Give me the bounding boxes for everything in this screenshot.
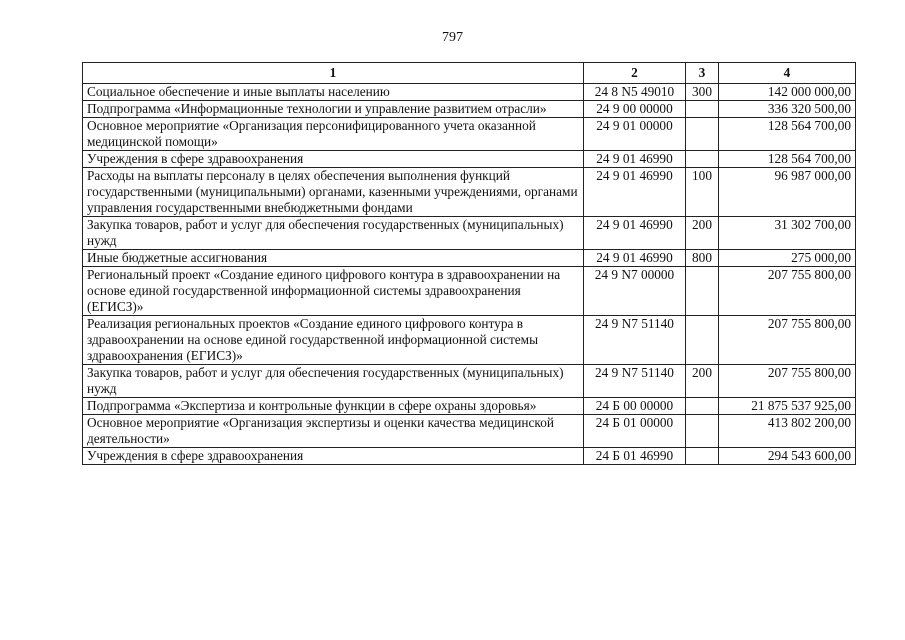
row-name-cell: Закупка товаров, работ и услуг для обеспечения государственных (муниципальных) нужд: [83, 365, 584, 398]
table-row: [83, 365, 856, 398]
row-name-cell: Региональный проект «Создание единого цифрового контура в здравоохранении на основе единой государственной информационной системы здравоохранения (ЕГИСЗ)»: [83, 267, 584, 316]
table-row: [83, 316, 856, 365]
table-row: [83, 448, 856, 465]
row-name-cell: Социальное обеспечение и иные выплаты населению: [83, 84, 584, 101]
table-row: [83, 250, 856, 267]
row-type-cell: [686, 316, 719, 365]
row-type-cell: 200: [686, 217, 719, 250]
row-type-cell: [686, 415, 719, 448]
row-code-cell: 24 9 01 46990: [584, 151, 686, 168]
row-code-cell: 24 Б 00 00000: [584, 398, 686, 415]
table-row: [83, 118, 856, 151]
row-code-cell: 24 Б 01 46990: [584, 448, 686, 465]
row-name-cell: Расходы на выплаты персоналу в целях обеспечения выполнения функций государственными (муниципальными) органами, казенными учреждениями, органами управления государственными внебюджетными фондами: [83, 168, 584, 217]
row-name-cell: Учреждения в сфере здравоохранения: [83, 448, 584, 465]
budget-table: [82, 62, 856, 465]
table-row: [83, 415, 856, 448]
row-amount-cell: 21 875 537 925,00: [719, 398, 856, 415]
row-name-cell: Основное мероприятие «Организация персонифицированного учета оказанной медицинской помощи»: [83, 118, 584, 151]
row-code-cell: 24 9 N7 00000: [584, 267, 686, 316]
table-row: [83, 398, 856, 415]
row-name-cell: Иные бюджетные ассигнования: [83, 250, 584, 267]
table-row: [83, 84, 856, 101]
header-col-3: 3: [686, 63, 719, 84]
row-type-cell: [686, 448, 719, 465]
row-code-cell: 24 9 01 46990: [584, 250, 686, 267]
row-code-cell: 24 9 01 00000: [584, 118, 686, 151]
page-number: 797: [442, 30, 463, 45]
header-col-1: 1: [83, 63, 584, 84]
table-row: [83, 217, 856, 250]
row-amount-cell: 128 564 700,00: [719, 151, 856, 168]
row-type-cell: [686, 151, 719, 168]
row-name-cell: Закупка товаров, работ и услуг для обеспечения государственных (муниципальных) нужд: [83, 217, 584, 250]
row-type-cell: [686, 398, 719, 415]
row-amount-cell: 413 802 200,00: [719, 415, 856, 448]
table-row: [83, 168, 856, 217]
row-amount-cell: 207 755 800,00: [719, 316, 856, 365]
row-type-cell: [686, 118, 719, 151]
row-amount-cell: 336 320 500,00: [719, 101, 856, 118]
row-name-cell: Подпрограмма «Экспертиза и контрольные функции в сфере охраны здоровья»: [83, 398, 584, 415]
table-row: [83, 151, 856, 168]
row-code-cell: 24 8 N5 49010: [584, 84, 686, 101]
row-code-cell: 24 Б 01 00000: [584, 415, 686, 448]
row-amount-cell: 294 543 600,00: [719, 448, 856, 465]
row-code-cell: 24 9 01 46990: [584, 217, 686, 250]
row-amount-cell: 275 000,00: [719, 250, 856, 267]
row-name-cell: Подпрограмма «Информационные технологии и управление развитием отрасли»: [83, 101, 584, 118]
header-col-2: 2: [584, 63, 686, 84]
row-type-cell: 200: [686, 365, 719, 398]
row-amount-cell: 207 755 800,00: [719, 267, 856, 316]
row-type-cell: [686, 267, 719, 316]
row-amount-cell: 96 987 000,00: [719, 168, 856, 217]
row-type-cell: 800: [686, 250, 719, 267]
row-code-cell: 24 9 N7 51140: [584, 316, 686, 365]
row-amount-cell: 142 000 000,00: [719, 84, 856, 101]
row-amount-cell: 31 302 700,00: [719, 217, 856, 250]
table-header-row: [83, 63, 856, 84]
row-code-cell: 24 9 00 00000: [584, 101, 686, 118]
row-code-cell: 24 9 N7 51140: [584, 365, 686, 398]
row-name-cell: Учреждения в сфере здравоохранения: [83, 151, 584, 168]
row-type-cell: 300: [686, 84, 719, 101]
row-type-cell: 100: [686, 168, 719, 217]
row-code-cell: 24 9 01 46990: [584, 168, 686, 217]
header-col-4: 4: [719, 63, 856, 84]
table-row: [83, 101, 856, 118]
table-row: [83, 267, 856, 316]
row-amount-cell: 128 564 700,00: [719, 118, 856, 151]
row-name-cell: Основное мероприятие «Организация экспертизы и оценки качества медицинской деятельности»: [83, 415, 584, 448]
row-type-cell: [686, 101, 719, 118]
row-name-cell: Реализация региональных проектов «Создание единого цифрового контура в здравоохранении на основе единой государственной информационной системы здравоохранения (ЕГИСЗ)»: [83, 316, 584, 365]
row-amount-cell: 207 755 800,00: [719, 365, 856, 398]
